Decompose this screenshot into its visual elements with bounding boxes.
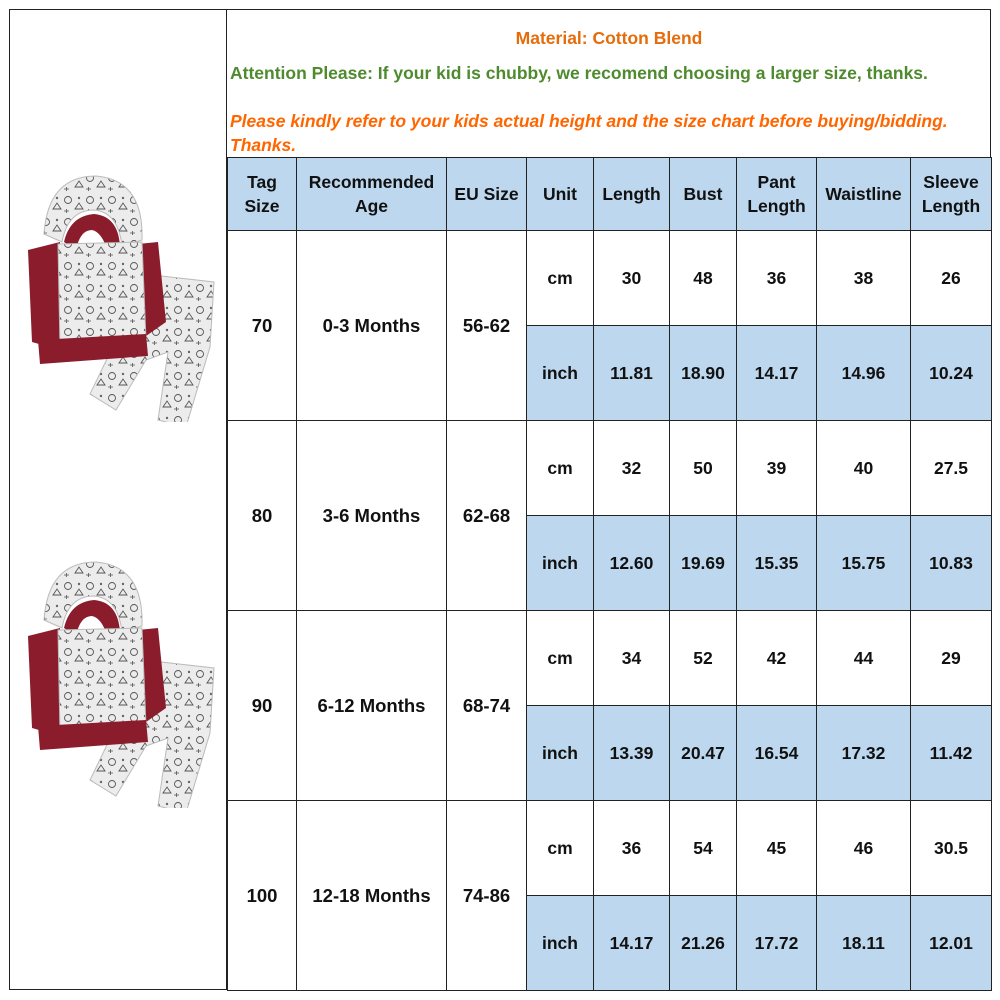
bust-cell: 18.90: [670, 326, 737, 421]
pant-length-cell: 14.17: [737, 326, 817, 421]
waistline-cell: 40: [817, 421, 911, 516]
unit-cell: inch: [527, 516, 594, 611]
table-row: [228, 801, 992, 896]
pant-length-cell: 42: [737, 611, 817, 706]
sleeve-length-cell: 29: [911, 611, 992, 706]
bust-cell: 19.69: [670, 516, 737, 611]
recommended-age-cell: 3-6 Months: [297, 421, 447, 611]
bust-cell: 54: [670, 801, 737, 896]
sleeve-length-cell: 12.01: [911, 896, 992, 991]
length-cell: 11.81: [594, 326, 670, 421]
column-header: Bust: [670, 158, 737, 231]
attention-note: Attention Please: If your kid is chubby, we recomend choosing a larger size, thanks.: [230, 63, 928, 83]
tag-size-cell: 90: [228, 611, 297, 801]
pant-length-cell: 16.54: [737, 706, 817, 801]
sleeve-length-cell: 30.5: [911, 801, 992, 896]
waistline-cell: 14.96: [817, 326, 911, 421]
waistline-cell: 15.75: [817, 516, 911, 611]
length-cell: 14.17: [594, 896, 670, 991]
waistline-cell: 17.32: [817, 706, 911, 801]
eu-size-cell: 74-86: [447, 801, 527, 991]
pant-length-cell: 15.35: [737, 516, 817, 611]
material-note: Material: Cotton Blend: [515, 28, 703, 48]
refer-note: Please kindly refer to your kids actual height and the size chart before buying/bidding. Thanks.: [230, 111, 948, 155]
sleeve-length-cell: 27.5: [911, 421, 992, 516]
bust-cell: 50: [670, 421, 737, 516]
unit-cell: cm: [527, 421, 594, 516]
product-outfit-image: [18, 172, 218, 422]
column-header: Unit: [527, 158, 594, 231]
eu-size-cell: 62-68: [447, 421, 527, 611]
unit-cell: cm: [527, 231, 594, 326]
length-cell: 13.39: [594, 706, 670, 801]
waistline-cell: 46: [817, 801, 911, 896]
table-row: [228, 231, 992, 326]
waistline-cell: 18.11: [817, 896, 911, 991]
column-header: Pant Length: [737, 158, 817, 231]
length-cell: 12.60: [594, 516, 670, 611]
length-cell: 34: [594, 611, 670, 706]
sleeve-length-cell: 10.83: [911, 516, 992, 611]
column-header: Length: [594, 158, 670, 231]
sleeve-length-cell: 11.42: [911, 706, 992, 801]
table-header-row: [228, 158, 992, 231]
waistline-cell: 44: [817, 611, 911, 706]
unit-cell: inch: [527, 896, 594, 991]
length-cell: 32: [594, 421, 670, 516]
unit-cell: cm: [527, 801, 594, 896]
product-outfit-image: [18, 558, 218, 808]
recommended-age-cell: 0-3 Months: [297, 231, 447, 421]
bust-cell: 21.26: [670, 896, 737, 991]
pant-length-cell: 17.72: [737, 896, 817, 991]
table-row: [228, 421, 992, 516]
table-row: [228, 611, 992, 706]
bust-cell: 20.47: [670, 706, 737, 801]
length-cell: 36: [594, 801, 670, 896]
tag-size-cell: 80: [228, 421, 297, 611]
waistline-cell: 38: [817, 231, 911, 326]
pant-length-cell: 45: [737, 801, 817, 896]
eu-size-cell: 68-74: [447, 611, 527, 801]
notes-header: [227, 9, 991, 157]
recommended-age-cell: 6-12 Months: [297, 611, 447, 801]
bust-cell: 48: [670, 231, 737, 326]
sleeve-length-cell: 26: [911, 231, 992, 326]
unit-cell: cm: [527, 611, 594, 706]
tag-size-cell: 70: [228, 231, 297, 421]
product-image-column: [9, 9, 227, 990]
tag-size-cell: 100: [228, 801, 297, 991]
column-header: Waistline: [817, 158, 911, 231]
column-header: Sleeve Length: [911, 158, 992, 231]
recommended-age-cell: 12-18 Months: [297, 801, 447, 991]
column-header: Tag Size: [228, 158, 297, 231]
bust-cell: 52: [670, 611, 737, 706]
unit-cell: inch: [527, 326, 594, 421]
eu-size-cell: 56-62: [447, 231, 527, 421]
column-header: Recommended Age: [297, 158, 447, 231]
size-table: [227, 157, 992, 991]
length-cell: 30: [594, 231, 670, 326]
pant-length-cell: 36: [737, 231, 817, 326]
column-header: EU Size: [447, 158, 527, 231]
pant-length-cell: 39: [737, 421, 817, 516]
unit-cell: inch: [527, 706, 594, 801]
sleeve-length-cell: 10.24: [911, 326, 992, 421]
